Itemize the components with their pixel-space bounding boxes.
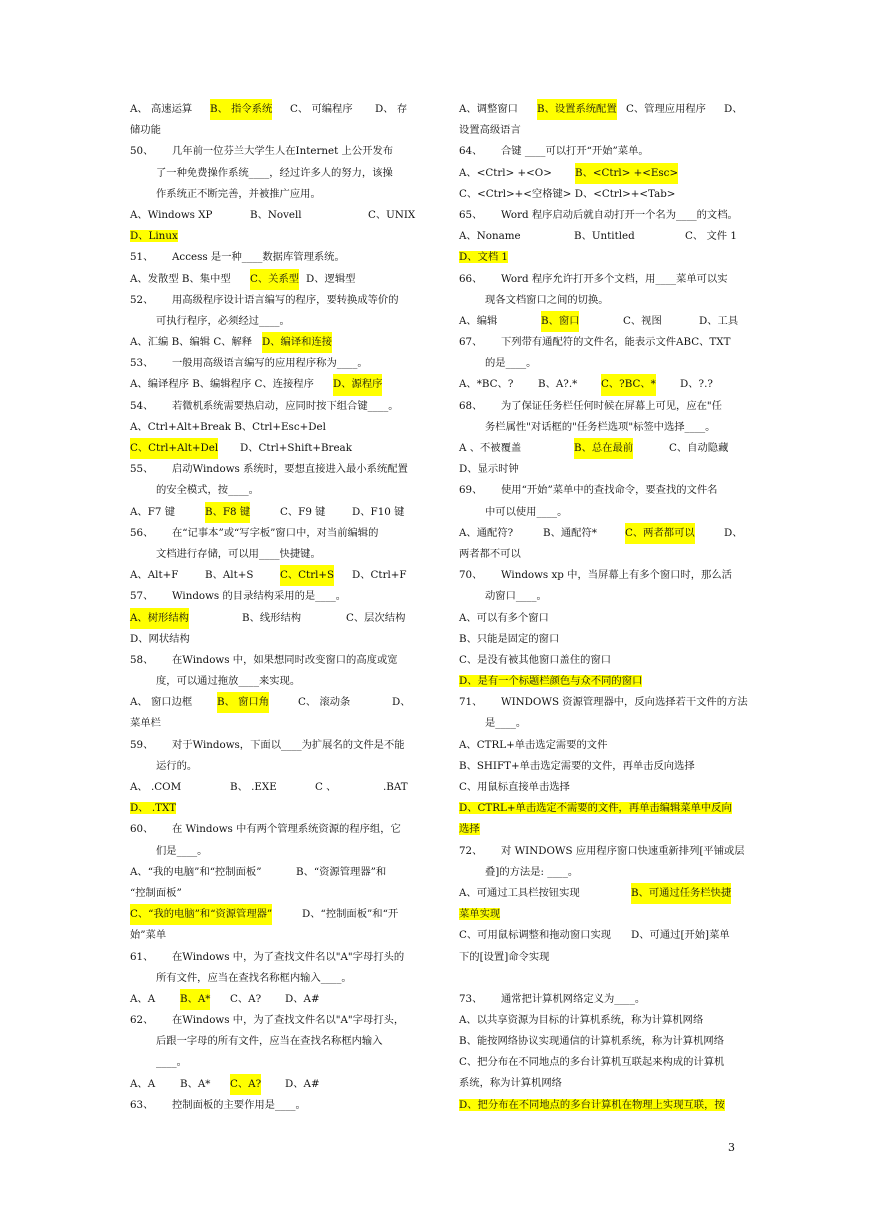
text-line: 的安全模式，按____。 bbox=[156, 484, 259, 497]
answer-highlight: C、关系型 bbox=[250, 269, 299, 290]
text-line: D、网状结构 bbox=[130, 632, 190, 645]
text-line bbox=[459, 1095, 739, 1116]
question-option-line: A、Alt+F B、Alt+S C、Ctrl+S D、Ctrl+F bbox=[130, 565, 410, 586]
answer-highlight: B、F8 键 bbox=[205, 502, 250, 523]
question-option-line: A、F7 键 B、F8 键 C、F9 键 D、F10 键 bbox=[130, 502, 410, 523]
text-line: C、是没有被其他窗口盖住的窗口 bbox=[459, 653, 612, 666]
question-line: 52、 用高级程序设计语言编写的程序，要转换成等价的 bbox=[130, 293, 399, 306]
answer-highlight: B、窗口 bbox=[541, 311, 579, 332]
text-line: B、SHIFT+单击选定需要的文件，再单击反向选择 bbox=[459, 759, 695, 772]
answer-highlight: A、树形结构 bbox=[130, 608, 189, 629]
text-line bbox=[459, 798, 739, 819]
answer-highlight: C、Ctrl+Alt+Del bbox=[130, 438, 218, 459]
answer-highlight: B、<Ctrl> +<Esc> bbox=[575, 163, 678, 184]
question-option-line: A、<Ctrl> +<O> B、<Ctrl> +<Esc> bbox=[459, 163, 739, 184]
question-option-line: C、Ctrl+Alt+Del D、Ctrl+Shift+Break bbox=[130, 438, 410, 459]
answer-highlight: D、源程序 bbox=[333, 374, 382, 395]
question-option-line: A、“我的电脑”和“控制面板” B、“资源管理器”和 bbox=[130, 865, 387, 878]
right-column bbox=[459, 99, 748, 1116]
question-line: 62、 在Windows 中，为了查找文件名以"A"字母打头， bbox=[130, 1014, 405, 1027]
text-line: 下的[设置]命令实现 bbox=[459, 950, 550, 963]
question-line: 54、 若微机系统需要热启动，应同时按下组合键____。 bbox=[130, 399, 399, 412]
blank-gap bbox=[459, 968, 739, 989]
text-line: 现各文档窗口之间的切换。 bbox=[485, 293, 609, 306]
answer-highlight: D、CTRL+单击选定不需要的文件，再单击编辑菜单中反向 bbox=[459, 802, 732, 815]
text-line: A、以共享资源为目标的计算机系统，称为计算机网络 bbox=[459, 1013, 704, 1026]
text-line: C、用鼠标直接单击选择 bbox=[459, 781, 570, 793]
question-option-line: A 、不被覆盖 B、总在最前 C、自动隐藏 bbox=[459, 438, 739, 459]
text-line: 中可以使用____。 bbox=[485, 505, 568, 518]
left-column bbox=[130, 99, 416, 1116]
question-option-line: A、Windows XP B、Novell C、UNIX bbox=[130, 208, 416, 221]
text-line bbox=[459, 247, 739, 268]
answer-highlight: D、Linux bbox=[130, 230, 178, 243]
text-line: 务栏属性"对话框的"任务栏选项"标签中选择____。 bbox=[485, 420, 716, 433]
question-line: 65、 Word 程序启动后就自动打开一个名为____的文档。 bbox=[459, 208, 738, 221]
text-line: A、可以有多个窗口 bbox=[459, 611, 549, 624]
answer-highlight: B、可通过任务栏快捷 bbox=[631, 883, 731, 904]
question-line: 50、 几年前一位芬兰大学生人在Internet 上公开发布 bbox=[130, 145, 394, 158]
text-line: 了一种免费操作系统____，经过许多人的努力，该操 bbox=[156, 166, 393, 179]
text-line: C、把分布在不同地点的多台计算机互联起来构成的计算机 bbox=[459, 1056, 725, 1069]
text-line: 们是____。 bbox=[156, 844, 208, 857]
answer-highlight: C、两者都可以 bbox=[625, 523, 695, 544]
question-line: 72、 对 WINDOWS 应用程序窗口快速重新排列[平铺或层 bbox=[459, 844, 745, 857]
text-line: A、CTRL+单击选定需要的文件 bbox=[459, 738, 608, 751]
question-option-line: C、“我的电脑”和“资源管理器” D、“控制面板”和“开 bbox=[130, 904, 410, 925]
question-line: 68、 为了保证任务栏任何时候在屏幕上可见，应在"任 bbox=[459, 399, 722, 412]
question-line: 63、 控制面板的主要作用是____。 bbox=[130, 1098, 306, 1111]
answer-highlight: D、文档 1 bbox=[459, 251, 508, 264]
text-line: D、显示时钟 bbox=[459, 463, 519, 476]
question-line: 71、 WINDOWS 资源管理器中，反向选择若干文件的方法 bbox=[459, 696, 748, 709]
question-line: 57、 Windows 的目录结构采用的是____。 bbox=[130, 590, 347, 603]
answer-highlight: 选择 bbox=[459, 823, 480, 836]
question-option-line: A、A B、A* C、A? D、A# bbox=[130, 989, 410, 1010]
text-line: 叠]的方法是: ____。 bbox=[485, 865, 579, 878]
text-line bbox=[459, 819, 739, 840]
text-line: 度，可以通过拖放____来实现。 bbox=[156, 675, 301, 688]
answer-highlight: D、 .TXT bbox=[130, 802, 177, 815]
text-line: ____。 bbox=[156, 1056, 187, 1069]
text-line bbox=[130, 798, 410, 819]
text-line bbox=[459, 671, 739, 692]
question-line: 51、 Access 是一种____数据库管理系统。 bbox=[130, 251, 345, 264]
answer-highlight: B、设置系统配置 bbox=[537, 99, 617, 120]
text-line: 运行的。 bbox=[156, 759, 198, 772]
text-line: A、Ctrl+Alt+Break B、Ctrl+Esc+Del bbox=[130, 420, 326, 433]
text-line: C、<Ctrl>+<空格键> D、<Ctrl>+<Tab> bbox=[459, 187, 676, 200]
text-line: 是____。 bbox=[485, 717, 527, 730]
text-line bbox=[459, 904, 739, 925]
text-line: 菜单栏 bbox=[130, 717, 161, 730]
text-line: 文档进行存储，可以用____快捷键。 bbox=[156, 547, 321, 560]
text-line: 动窗口____。 bbox=[485, 590, 547, 603]
text-line: “控制面板” bbox=[130, 886, 182, 899]
answer-highlight: C、A? bbox=[230, 1074, 261, 1095]
question-line: 56、 在“记事本”或“写字板”窗口中，对当前编辑的 bbox=[130, 526, 379, 539]
answer-highlight: C、Ctrl+S bbox=[280, 565, 334, 586]
answer-highlight: B、 指令系统 bbox=[210, 99, 272, 120]
question-option-line: A、 窗口边框 B、 窗口角 C、 滚动条 D、 bbox=[130, 692, 410, 713]
answer-highlight: 菜单实现 bbox=[459, 908, 501, 921]
question-line: 67、 下列带有通配符的文件名，能表示文件ABC、TXT bbox=[459, 336, 731, 349]
answer-highlight: C、“我的电脑”和“资源管理器” bbox=[130, 904, 272, 925]
question-option-line: A、树形结构 B、线形结构 C、层次结构 bbox=[130, 608, 410, 629]
question-option-line: A、 .COM B、 .EXE C 、 .BAT bbox=[130, 781, 408, 793]
question-line: 59、 对于Windows，下面以____为扩展名的文件是不能 bbox=[130, 738, 405, 751]
answer-highlight: D、是有一个标题栏颜色与众不同的窗口 bbox=[459, 675, 643, 688]
text-line: 储功能 bbox=[130, 124, 161, 137]
question-line: 55、 启动Windows 系统时，要想直接进入最小系统配置 bbox=[130, 463, 408, 476]
answer-highlight: B、A* bbox=[180, 989, 210, 1010]
question-option-line: A、汇编 B、编辑 C、解释 D、编译和连接 bbox=[130, 332, 410, 353]
question-option-line: A、发散型 B、集中型 C、关系型 D、逻辑型 bbox=[130, 269, 410, 290]
text-line bbox=[130, 226, 410, 247]
text-line: B、能按网络协议实现通信的计算机系统，称为计算机网络 bbox=[459, 1035, 724, 1048]
question-line: 73、 通常把计算机网络定义为____。 bbox=[459, 992, 646, 1005]
question-option-line: A、编辑 B、窗口 C、视图 D、工具 bbox=[459, 311, 739, 332]
page-number: 3 bbox=[728, 1141, 735, 1154]
answer-highlight: B、 窗口角 bbox=[217, 692, 269, 713]
question-line: 60、 在 Windows 中有两个管理系统资源的程序组，它 bbox=[130, 823, 401, 836]
question-option-line: A、 高速运算 B、 指令系统 C、 可编程序 D、 存 bbox=[130, 99, 410, 120]
question-option-line: A、A B、A* C、A? D、A# bbox=[130, 1074, 410, 1095]
question-line: 64、 合键 ____可以打开“开始”菜单。 bbox=[459, 145, 649, 158]
answer-highlight: C、?BC、* bbox=[601, 374, 656, 395]
answer-highlight: D、把分布在不同地点的多台计算机在物理上实现互联，按 bbox=[459, 1098, 725, 1111]
text-line: 可执行程序，必须经过____。 bbox=[156, 314, 290, 327]
question-option-line: A、编译程序 B、编辑程序 C、连接程序 D、源程序 bbox=[130, 374, 410, 395]
question-line: 58、 在Windows 中，如果想同时改变窗口的高度或宽 bbox=[130, 653, 398, 666]
question-option-line: C、可用鼠标调整和拖动窗口实现 D、可通过[开始]菜单 bbox=[459, 929, 730, 942]
question-option-line: A、通配符? B、通配符* C、两者都可以 D、 bbox=[459, 523, 739, 544]
answer-highlight: B、总在最前 bbox=[574, 438, 633, 459]
text-line: B、只能是固定的窗口 bbox=[459, 632, 560, 645]
text-line: 的是____。 bbox=[485, 357, 537, 370]
question-option-line: A、Noname B、Untitled C、 文件 1 bbox=[459, 230, 737, 243]
question-line: 53、 一般用高级语言编写的应用程序称为____。 bbox=[130, 357, 368, 370]
question-option-line: A、调整窗口 B、设置系统配置 C、管理应用程序 D、 bbox=[459, 99, 739, 120]
text-line: 始”菜单 bbox=[130, 929, 167, 942]
question-option-line: A、可通过工具栏按钮实现 B、可通过任务栏快捷 bbox=[459, 883, 739, 904]
text-line: 两者都不可以 bbox=[459, 547, 521, 560]
text-line: 系统，称为计算机网络 bbox=[459, 1077, 562, 1090]
answer-highlight: D、编译和连接 bbox=[262, 332, 332, 353]
question-line: 70、 Windows xp 中，当屏幕上有多个窗口时，那么活 bbox=[459, 569, 732, 582]
text-line: 作系统正不断完善，并被推广应用。 bbox=[156, 187, 321, 200]
text-line: 后跟一字母的所有文件，应当在查找名称框内输入 bbox=[156, 1035, 383, 1048]
text-line: 设置高级语言 bbox=[459, 124, 521, 137]
question-option-line: A、*BC、? B、A?.* C、?BC、* D、?.? bbox=[459, 374, 739, 395]
question-line: 61、 在Windows 中，为了查找文件名以"A"字母打头的 bbox=[130, 950, 405, 963]
text-line: 所有文件，应当在查找名称框内输入____。 bbox=[156, 971, 352, 984]
question-line: 66、 Word 程序允许打开多个文档，用____菜单可以实 bbox=[459, 272, 728, 285]
question-line: 69、 使用“开始”菜单中的查找命令，要查找的文件名 bbox=[459, 484, 718, 497]
